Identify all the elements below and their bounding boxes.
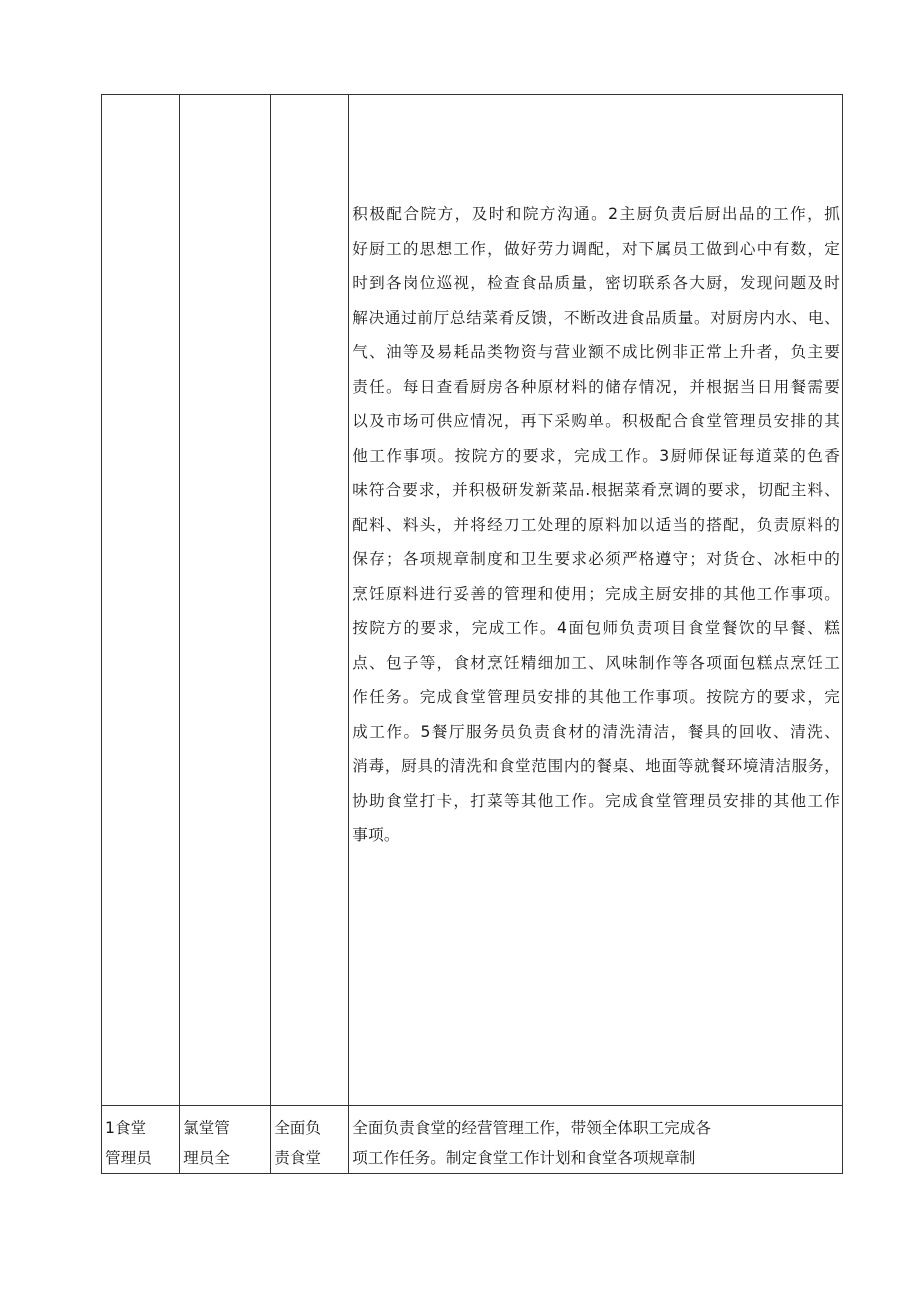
- duty-line: 味符合要求，并积极研发新菜品.根据菜肴烹调的要求，切配主料、: [352, 481, 840, 499]
- cell-line: 项工作任务。制定食堂工作计划和食堂各项规章制: [352, 1149, 696, 1167]
- position-number-cell: [102, 1106, 180, 1174]
- duty-line: 作任务。完成食堂管理员安排的其他工作事项。按院方的要求，完: [352, 688, 840, 706]
- table-row: [102, 1106, 843, 1174]
- duty-line: 烹饪原料进行妥善的管理和使用；完成主厨安排的其他工作事项。: [352, 584, 840, 603]
- duty-description: [349, 95, 842, 853]
- duty-line: 消毒，厨具的清洗和食堂范围内的餐桌、地面等就餐环境清洁服务，: [352, 757, 840, 775]
- position-name-cell: [180, 1106, 271, 1174]
- cell-line: 氯堂管: [183, 1119, 230, 1137]
- duty-line: 他工作事项。按院方的要求，完成工作。3厨师保证每道菜的色香: [352, 446, 840, 465]
- duty-line: 责任。每日查看厨房各种原材料的储存情况，并根据当日用餐需要: [352, 377, 840, 396]
- table-row: [102, 95, 843, 1106]
- empty-cell: [180, 95, 271, 1106]
- cell-line: 管理员: [105, 1149, 152, 1167]
- duty-line: 时到各岗位巡视，检查食品质量，密切联系各大厨，发现问题及时: [352, 274, 840, 292]
- duty-line: 积极配合院方，及时和院方沟通。2主厨负责后厨出品的工作，抓: [352, 205, 840, 223]
- cell-line: 全面负: [274, 1119, 321, 1137]
- responsibility-summary-cell: [271, 1106, 349, 1174]
- duty-line: 成工作。5餐厅服务员负责食材的清洗清洁，餐具的回收、清洗、: [352, 722, 840, 741]
- cell-line: 责食堂: [274, 1149, 321, 1167]
- duty-line: 气、油等及易耗品类物资与营业额不成比例非正常上升者，负主要: [352, 343, 840, 361]
- duty-line: 协助食堂打卡，打菜等其他工作。完成食堂管理员安排的其他工作: [352, 791, 840, 810]
- empty-cell: [102, 95, 180, 1106]
- cell-line: 全面负责食堂的经营管理工作，带领全体职工完成各: [352, 1119, 711, 1137]
- duty-line: 按院方的要求，完成工作。4面包师负责项目食堂餐饮的早餐、糕: [352, 619, 840, 637]
- duty-line: 点、包子等，食材烹饪精细加工、风味制作等各项面包糕点烹饪工: [352, 653, 840, 672]
- cell-line: 理员全: [183, 1149, 230, 1167]
- duty-description-cell: [349, 95, 843, 1106]
- cell-line: 1食堂: [105, 1119, 147, 1137]
- duty-table: [101, 94, 843, 1174]
- duty-line: 保存；各项规章制度和卫生要求必须严格遵守；对货仓、冰柜中的: [352, 550, 840, 568]
- duty-line: 好厨工的思想工作，做好劳力调配，对下属员工做到心中有数，定: [352, 239, 840, 258]
- empty-cell: [271, 95, 349, 1106]
- duty-line: 解决通过前厅总结菜肴反馈，不断改进食品质量。对厨房内水、电、: [352, 308, 840, 327]
- duty-line: 事项。: [352, 826, 400, 844]
- duty-line: 以及市场可供应情况，再下采购单。积极配合食堂管理员安排的其: [352, 412, 840, 430]
- duty-line: 配料、料头，并将经刀工处理的原料加以适当的搭配，负责原料的: [352, 515, 840, 534]
- responsibility-detail-cell: [349, 1106, 843, 1174]
